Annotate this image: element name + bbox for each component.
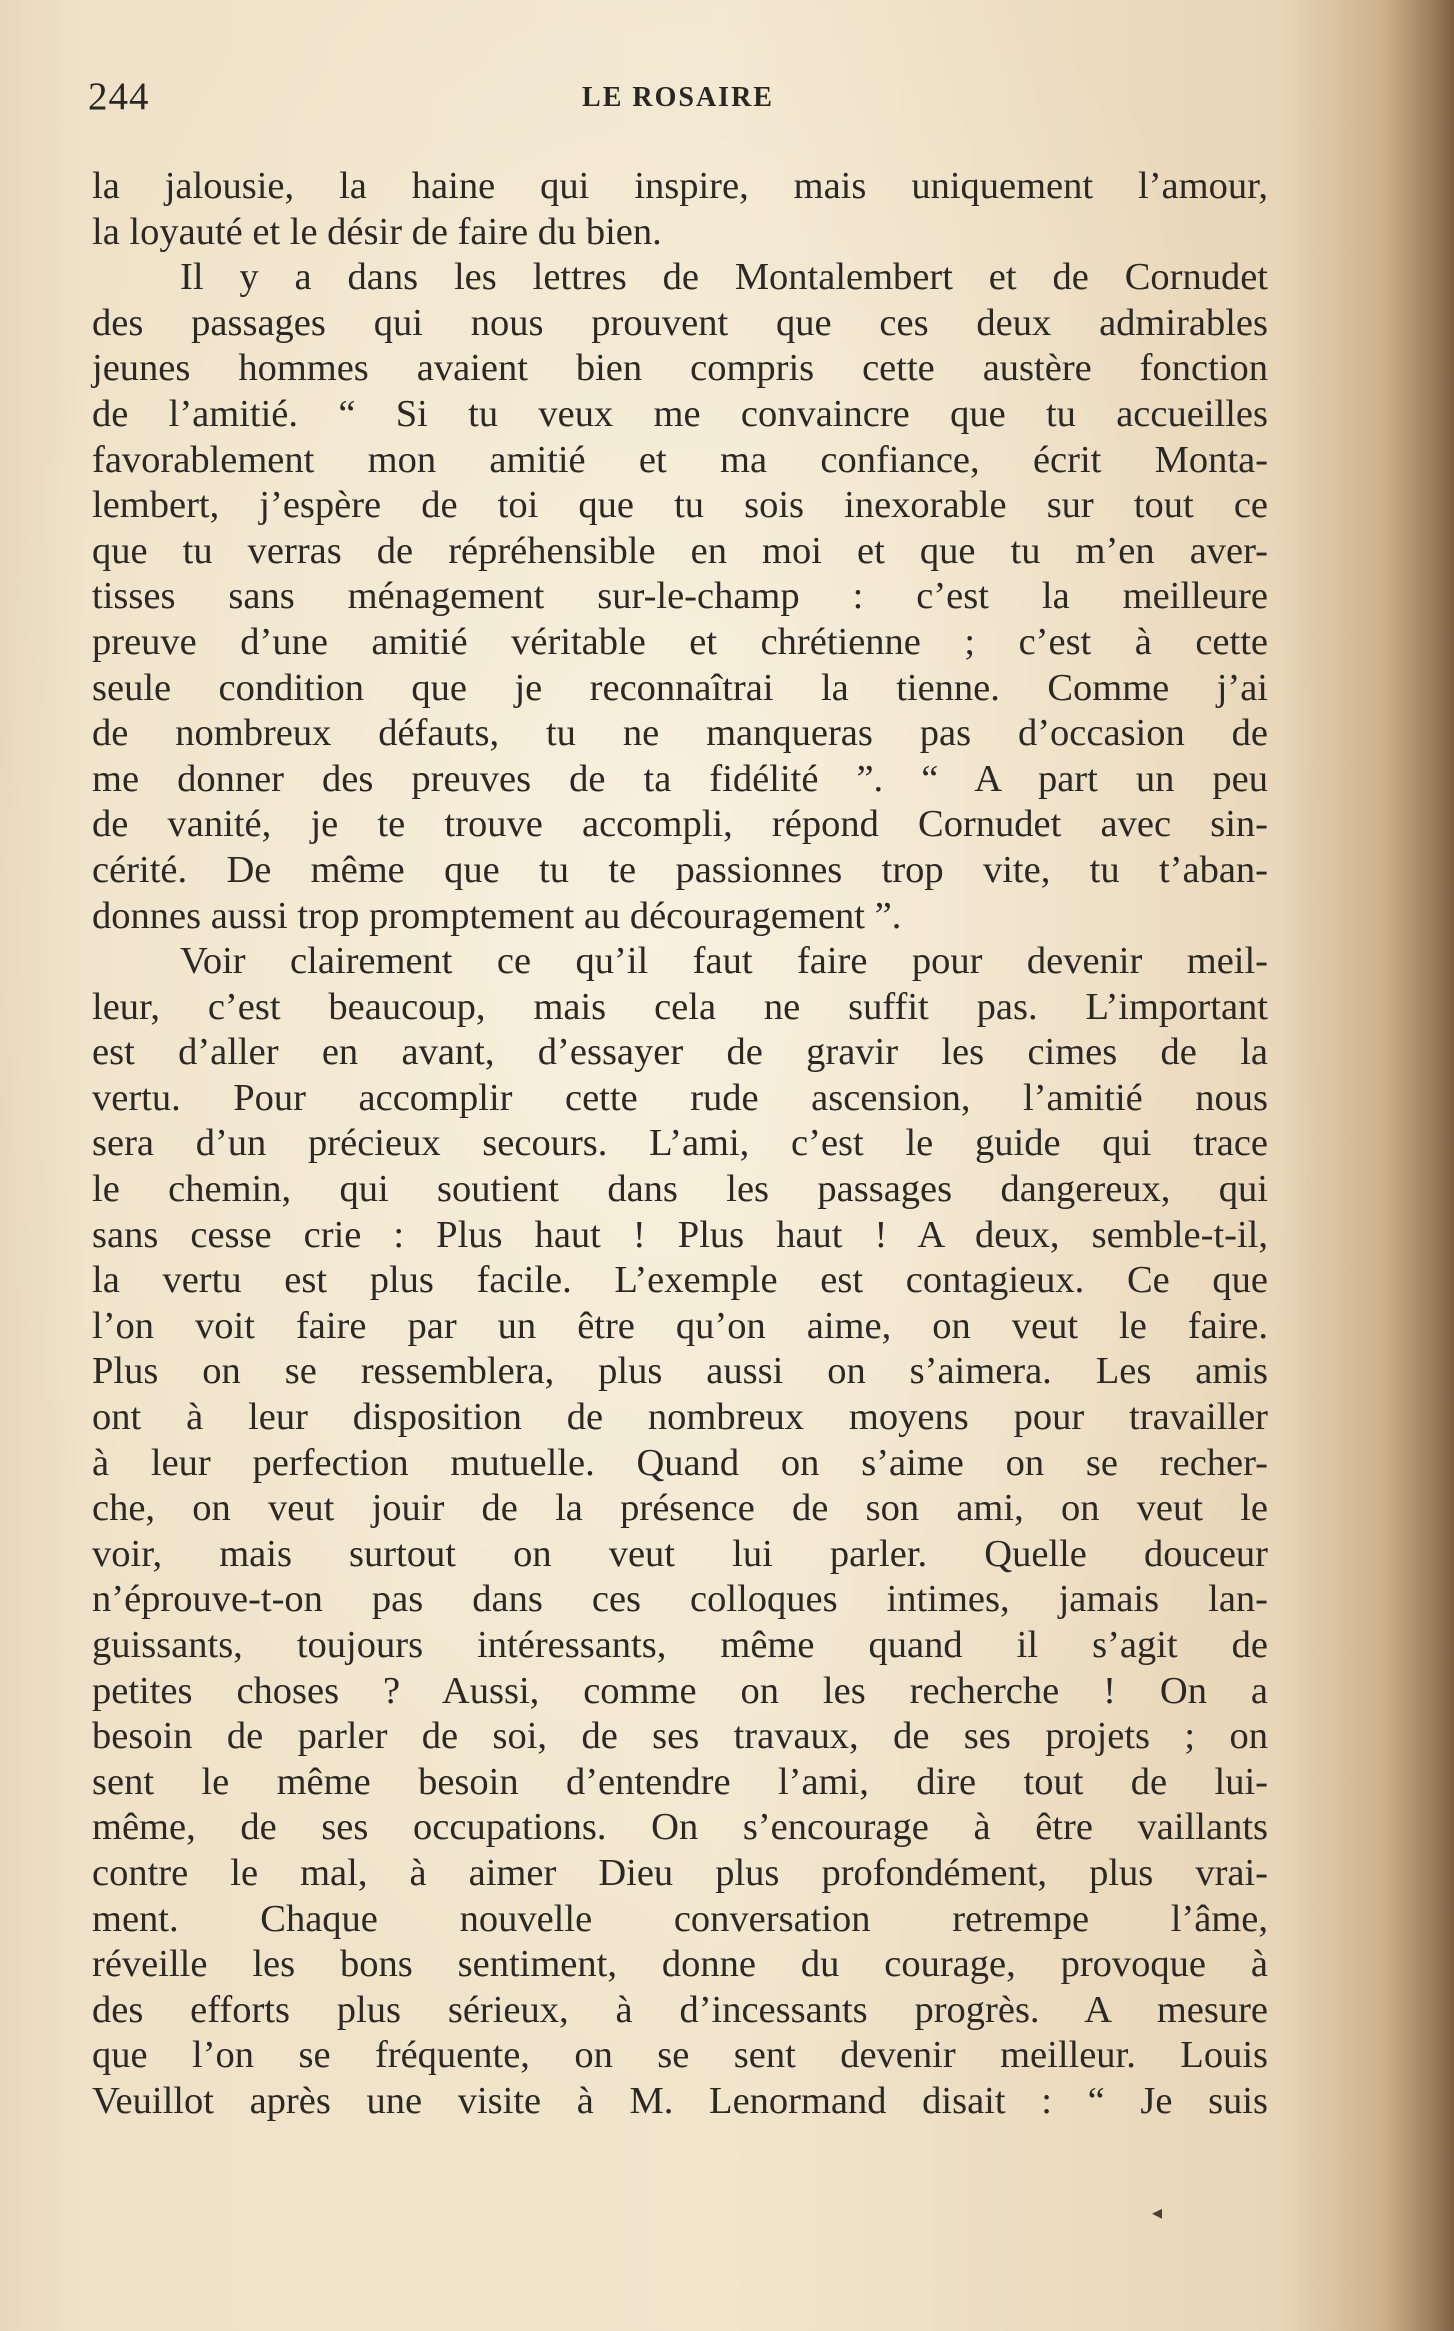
page-header [88, 74, 1268, 124]
text-line: vertu. Pour accomplir cette rude ascension, l’amitié nous [92, 1076, 1268, 1119]
page-edge-shadow [1384, 0, 1454, 2331]
text-line: seule condition que je reconnaîtrai la tienne. Comme j’ai [92, 666, 1268, 709]
text-line: réveille les bons sentiment, donne du courage, provoque à [92, 1943, 1268, 1986]
text-line: Plus on se ressemblera, plus aussi on s’aimera. Les amis [92, 1350, 1268, 1393]
running-title: LE ROSAIRE [582, 82, 774, 113]
text-line: la loyauté et le désir de faire du bien. [92, 210, 662, 253]
text-line: me donner des preuves de ta fidélité ”. “ A part un peu [92, 757, 1268, 800]
page-number: 244 [88, 75, 150, 118]
text-line: tisses sans ménagement sur-le-champ : c’est la meilleure [92, 575, 1268, 618]
text-line: le chemin, qui soutient dans les passages dangereux, qui [92, 1168, 1268, 1211]
text-line: Veuillot après une visite à M. Lenormand disait : “ Je suis [92, 2079, 1268, 2122]
text-line: des efforts plus sérieux, à d’incessants progrès. A mesure [92, 1988, 1268, 2031]
text-line: la vertu est plus facile. L’exemple est contagieux. Ce que [92, 1259, 1268, 1302]
text-line: ont à leur disposition de nombreux moyens pour travailler [92, 1396, 1268, 1439]
text-line: même, de ses occupations. On s’encourage à être vaillants [92, 1806, 1268, 1849]
text-line: preuve d’une amitié véritable et chrétienne ; c’est à cette [92, 620, 1268, 663]
text-line: guissants, toujours intéressants, même quand il s’agit de [92, 1624, 1268, 1666]
text-line: Voir clairement ce qu’il faut faire pour devenir meil- [180, 940, 1268, 983]
text-line: de l’amitié. “ Si tu veux me convaincre que tu accueilles [92, 392, 1268, 435]
text-line: sera d’un précieux secours. L’ami, c’est le guide qui trace [92, 1122, 1268, 1165]
text-line: ment. Chaque nouvelle conversation retrempe l’âme, [92, 1897, 1268, 1940]
text-line: sent le même besoin d’entendre l’ami, dire tout de lui- [92, 1760, 1268, 1803]
text-line: la jalousie, la haine qui inspire, mais uniquement l’amour, [92, 165, 1268, 207]
text-line: de vanité, je te trouve accompli, répond Cornudet avec sin- [92, 803, 1268, 846]
text-line: de nombreux défauts, tu ne manqueras pas d’occasion de [92, 712, 1268, 755]
text-line: donnes aussi trop promptement au découragement ”. [92, 894, 902, 937]
text-line: sans cesse crie : Plus haut ! Plus haut ! A deux, semble-t-il, [92, 1213, 1268, 1256]
text-line: leur, c’est beaucoup, mais cela ne suffit pas. L’important [92, 985, 1268, 1028]
text-line: Il y a dans les lettres de Montalembert et de Cornudet [180, 256, 1268, 299]
text-line: que l’on se fréquente, on se sent devenir meilleur. Louis [92, 2034, 1268, 2077]
text-line: besoin de parler de soi, de ses travaux, de ses projets ; on [92, 1715, 1268, 1758]
footer-mark: ◂ [1152, 2202, 1163, 2224]
text-line: cérité. De même que tu te passionnes trop vite, tu t’aban- [92, 848, 1268, 891]
text-line: che, on veut jouir de la présence de son ami, on veut le [92, 1487, 1268, 1530]
text-line: des passages qui nous prouvent que ces deux admirables [92, 301, 1268, 344]
text-line: est d’aller en avant, d’essayer de gravir les cimes de la [92, 1031, 1268, 1074]
text-line: contre le mal, à aimer Dieu plus profondément, plus vrai- [92, 1851, 1268, 1894]
text-line: jeunes hommes avaient bien compris cette austère fonction [92, 347, 1268, 390]
text-line: lembert, j’espère de toi que tu sois inexorable sur tout ce [92, 484, 1268, 527]
text-line: que tu verras de répréhensible en moi et que tu m’en aver- [92, 529, 1268, 572]
text-line: à leur perfection mutuelle. Quand on s’aime on se recher- [92, 1441, 1268, 1484]
text-line: favorablement mon amitié et ma confiance, écrit Monta- [92, 438, 1268, 481]
text-line: n’éprouve-t-on pas dans ces colloques intimes, jamais lan- [92, 1578, 1268, 1621]
text-line: petites choses ? Aussi, comme on les recherche ! On a [92, 1669, 1268, 1712]
text-line: voir, mais surtout on veut lui parler. Quelle douceur [92, 1532, 1268, 1575]
body-text [92, 164, 1268, 2125]
text-line: l’on voit faire par un être qu’on aime, on veut le faire. [92, 1304, 1268, 1347]
